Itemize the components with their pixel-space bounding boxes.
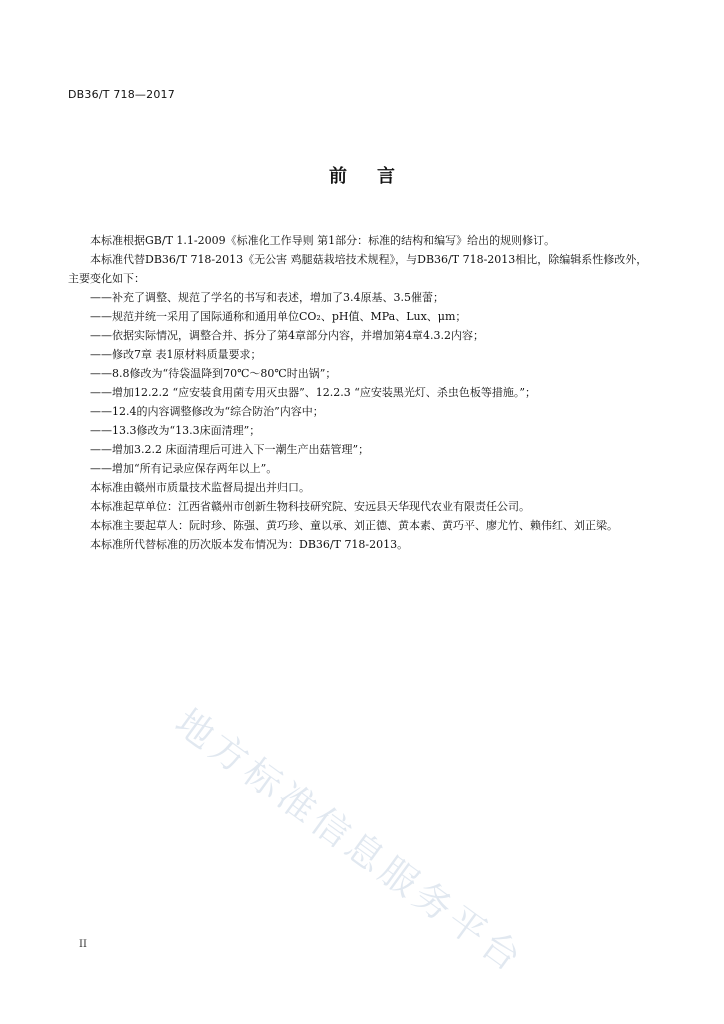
change-item: ——修改7章 表1原材料质量要求；	[90, 348, 262, 361]
paragraph-history: 本标准所代替标准的历次版本发布情况为：DB36/T 718-2013。	[90, 538, 409, 551]
change-item: ——规范并统一采用了国际通称和通用单位CO₂、pH值、MPa、Lux、μm；	[90, 310, 467, 323]
change-item: ——增加“所有记录应保存两年以上”。	[90, 462, 278, 475]
change-item: ——依据实际情况，调整合并、拆分了第4章部分内容，并增加第4章4.3.2内容；	[90, 329, 484, 342]
paragraph-drafting-units: 本标准起草单位：江西省赣州市创新生物科技研究院、安远县天华现代农业有限责任公司。	[90, 500, 530, 513]
change-item: ——增加3.2.2 床面清理后可进入下一潮生产出菇管理”；	[90, 443, 370, 456]
page-title: 前言	[329, 166, 425, 187]
document-code: DB36/T 718—2017	[68, 88, 175, 101]
change-item: ——13.3修改为“13.3床面清理”；	[90, 424, 261, 437]
paragraph-basis: 本标准根据GB/T 1.1-2009《标准化工作导则 第1部分：标准的结构和编写》给出的规则修订。	[90, 234, 556, 247]
paragraph-replacement: 本标准代替DB36/T 718-2013《无公害 鸡腿菇栽培技术规程》，与DB36/T 718-2013相比，除编辑系性修改外，主要变化如下：	[68, 253, 648, 285]
paragraph-drafters: 本标准主要起草人：阮时珍、陈强、黄巧珍、童以承、刘正德、黄本素、黄巧平、廖尤竹、赖伟红、刘正梁。	[90, 519, 618, 532]
change-item: ——增加12.2.2 “应安装食用菌专用灭虫器”、12.2.3 “应安装黑光灯、杀虫色板等措施。”；	[90, 386, 536, 399]
page-number: II	[79, 939, 87, 950]
change-item: ——8.8修改为“待袋温降到70℃～80℃时出锅”；	[90, 367, 337, 380]
watermark: 地方标准信息服务平台	[167, 700, 533, 983]
paragraph-proposer: 本标准由赣州市质量技术监督局提出并归口。	[90, 481, 310, 494]
change-item: ——12.4的内容调整修改为“综合防治”内容中；	[90, 405, 324, 418]
foreword-body	[68, 231, 652, 554]
change-item: ——补充了调整、规范了学名的书写和表述，增加了3.4原基、3.5催蕾；	[90, 291, 444, 304]
